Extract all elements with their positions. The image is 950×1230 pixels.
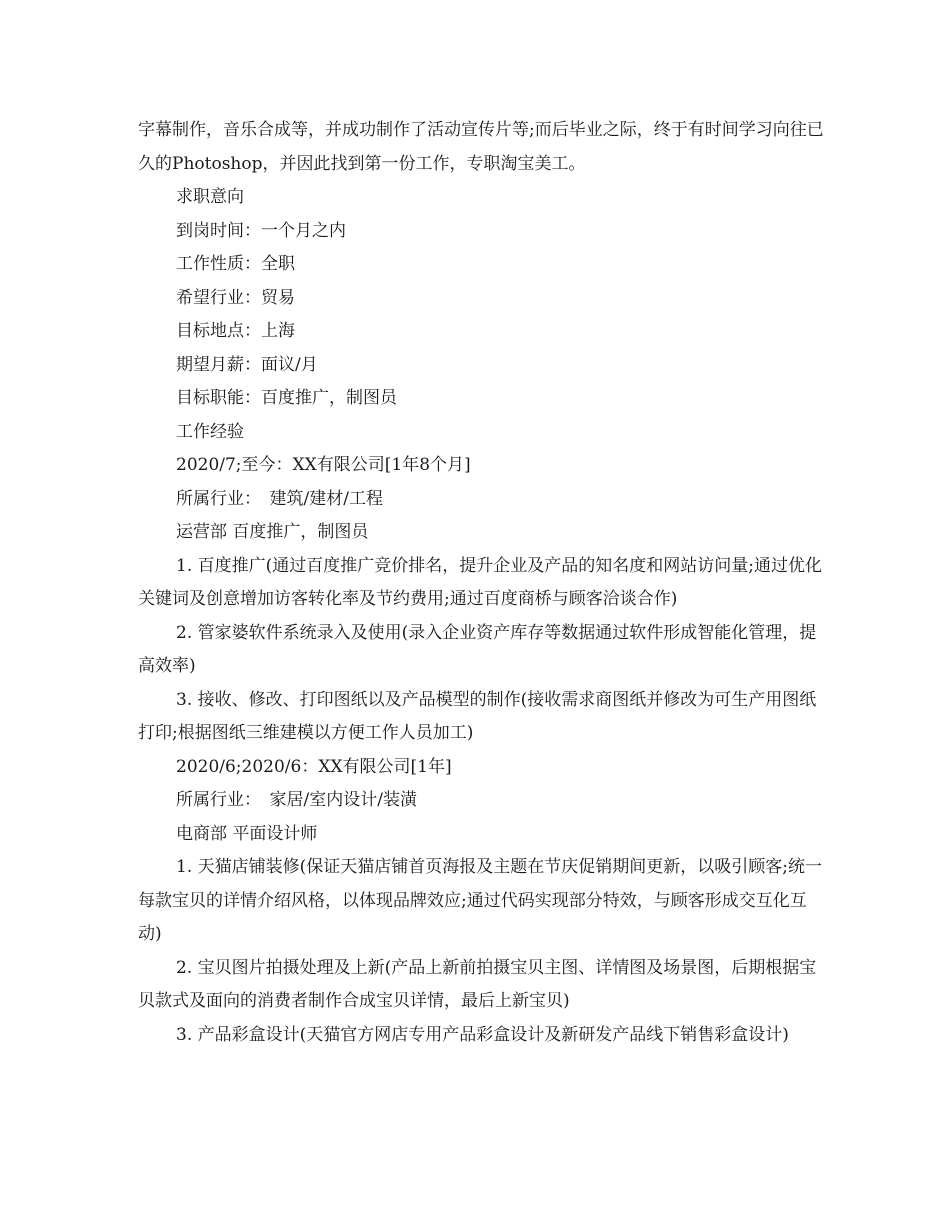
field-desired-industry: 希望行业：贸易 [176, 287, 295, 308]
job-1-department-title: 运营部 百度推广，制图员 [176, 522, 369, 542]
job-1-industry: 所属行业： 建筑/建材/工程 [176, 488, 383, 509]
job-2-duty-3: 3. 产品彩盒设计(天猫官方网店专用产品彩盒设计及新研发产品线下销售彩盒设计) [176, 1024, 789, 1045]
job-2-industry: 所属行业： 家居/室内设计/装潢 [176, 790, 417, 810]
job-1-duty-1: 1. 百度推广(通过百度推广竞价排名，提升企业及产品的知名度和网站访问量;通过优化关键词及创意增加访客转化率及节约费用;通过百度商桥与顾客洽谈合作) [138, 555, 822, 609]
job-2-duty-1: 1. 天猫店铺装修(保证天猫店铺首页海报及主题在节庆促销期间更新，以吸引顾客;统一每款宝贝的详情介绍风格，以体现品牌效应;通过代码实现部分特效，与顾客形成交互化互动) [138, 857, 822, 944]
field-target-location: 目标地点：上海 [176, 321, 295, 341]
section-heading-job-intention: 求职意向 [176, 187, 244, 207]
job-2-duty-2: 2. 宝贝图片拍摄处理及上新(产品上新前拍摄宝贝主图、详情图及场景图，后期根据宝贝款式及面向的消费者制作合成宝贝详情，最后上新宝贝) [138, 957, 817, 1011]
job-1-duty-3: 3. 接收、修改、打印图纸以及产品模型的制作(接收需求商图纸并修改为可生产用图纸打印;根据图纸三维建模以方便工作人员加工) [138, 689, 817, 743]
job-1-period-company: 2020/7;至今：XX有限公司[1年8个月] [176, 455, 471, 475]
field-job-type: 工作性质：全职 [176, 254, 295, 274]
paragraph-intro-continuation: 字幕制作，音乐合成等，并成功制作了活动宣传片等;而后毕业之际，终于有时间学习向往已久的Photoshop，并因此找到第一份工作，专职淘宝美工。 [138, 120, 824, 174]
job-2-department-title: 电商部 平面设计师 [176, 823, 318, 844]
field-expected-salary: 期望月薪：面议/月 [176, 354, 318, 375]
field-target-function: 目标职能：百度推广，制图员 [176, 388, 397, 408]
job-1-duty-2: 2. 管家婆软件系统录入及使用(录入企业资产库存等数据通过软件形成智能化管理，提高效率) [138, 622, 817, 676]
section-heading-work-experience: 工作经验 [176, 421, 244, 442]
field-arrival-time: 到岗时间：一个月之内 [176, 220, 346, 241]
job-2-period-company: 2020/6;2020/6：XX有限公司[1年] [176, 756, 452, 777]
document-body [138, 114, 828, 1052]
